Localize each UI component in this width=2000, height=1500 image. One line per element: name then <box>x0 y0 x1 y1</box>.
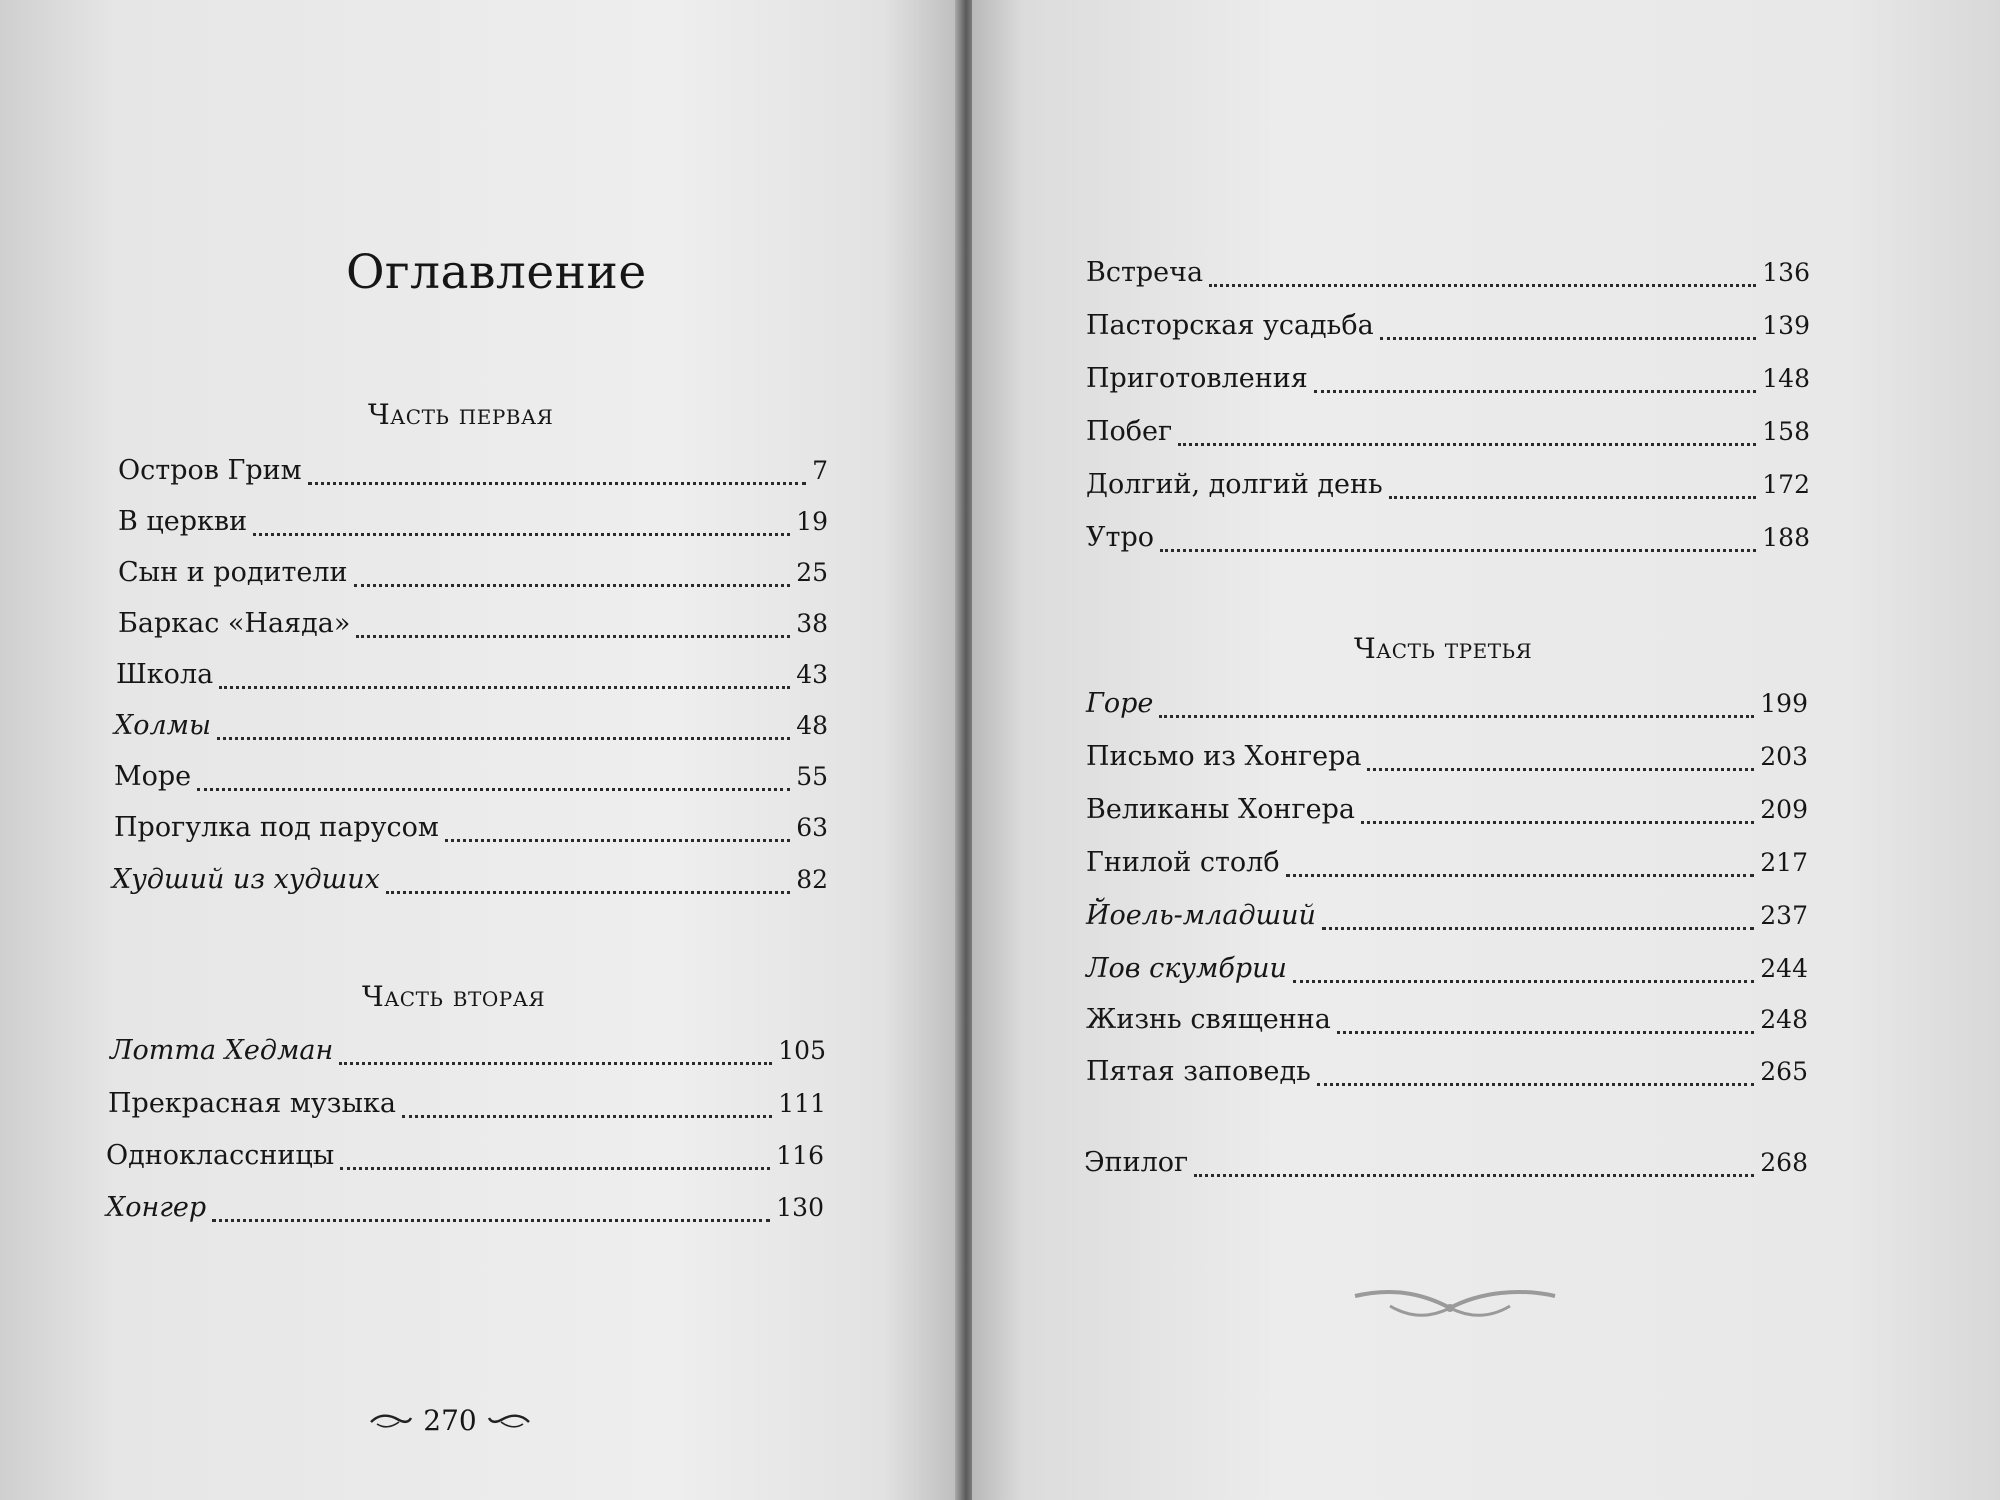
toc-entry-page: 82 <box>796 865 828 894</box>
toc-entry-page: 148 <box>1762 364 1810 393</box>
toc-entry <box>1086 953 1808 993</box>
toc-entry <box>112 864 828 904</box>
toc-entry <box>1086 310 1810 350</box>
toc-entry <box>1086 900 1808 940</box>
toc-entry-title: Эпилог <box>1084 1147 1189 1178</box>
toc-leader <box>1159 715 1754 718</box>
toc-leader <box>1314 390 1757 393</box>
toc-entry-page: 199 <box>1760 689 1808 718</box>
ornament-icon <box>487 1410 531 1430</box>
toc-entry-title: Письмо из Хонгера <box>1086 741 1362 772</box>
part-two-heading: Часть вторая <box>362 980 545 1013</box>
toc-entry-page: 265 <box>1760 1057 1808 1086</box>
toc-entry <box>1086 1004 1808 1044</box>
toc-entry <box>114 761 828 801</box>
toc-entry-page: 172 <box>1762 470 1810 499</box>
toc-entry <box>114 812 828 852</box>
toc-entry-title: Хонгер <box>106 1192 207 1223</box>
toc-entry-title: Великаны Хонгера <box>1086 794 1355 825</box>
toc-entry-page: 38 <box>796 609 828 638</box>
toc-entry <box>118 455 828 495</box>
toc-leader <box>1160 549 1756 552</box>
part-three-heading: Часть третья <box>1354 632 1533 665</box>
toc-entry <box>118 506 828 546</box>
toc-entry-page: 217 <box>1760 848 1808 877</box>
toc-entry <box>1086 363 1810 403</box>
toc-leader <box>356 635 790 638</box>
toc-entry <box>106 1192 824 1232</box>
toc-entry <box>1086 522 1810 562</box>
toc-leader <box>339 1062 772 1065</box>
toc-entry-title: Худший из худших <box>112 864 380 895</box>
toc-leader <box>1389 496 1757 499</box>
page-number: 270 <box>423 1403 477 1437</box>
toc-entry <box>1086 257 1810 297</box>
toc-leader <box>1293 980 1754 983</box>
toc-entry <box>1086 416 1810 456</box>
toc-entry-title: Лов скумбрии <box>1086 953 1287 984</box>
toc-entry <box>118 557 828 597</box>
ornament-icon <box>369 1410 413 1430</box>
toc-entry-title: Долгий, долгий день <box>1086 469 1383 500</box>
toc-entry <box>1086 847 1808 887</box>
toc-leader <box>1286 874 1755 877</box>
toc-entry-page: 158 <box>1762 417 1810 446</box>
toc-entry <box>110 1035 826 1075</box>
toc-leader <box>1322 927 1754 930</box>
toc-leader <box>386 891 790 894</box>
toc-entry <box>1086 688 1808 728</box>
toc-leader <box>197 788 790 791</box>
toc-entry-title: Жизнь священна <box>1086 1004 1331 1035</box>
ornament-icon <box>1350 1278 1560 1328</box>
toc-entry-page: 139 <box>1762 311 1810 340</box>
toc-leader <box>354 584 791 587</box>
toc-leader <box>1337 1031 1754 1034</box>
toc-leader <box>1361 821 1754 824</box>
page-folio <box>360 1400 540 1440</box>
toc-leader <box>445 839 790 842</box>
toc-entry-page: 188 <box>1762 523 1810 552</box>
toc-leader <box>1209 284 1756 287</box>
toc-entry-title: Холмы <box>114 710 212 741</box>
toc-leader <box>212 1219 770 1222</box>
toc-entry-page: 19 <box>796 507 828 536</box>
toc-entry-page: 130 <box>776 1193 824 1222</box>
toc-entry-title: Побег <box>1086 416 1173 447</box>
toc-entry-title: Пятая заповедь <box>1086 1056 1311 1087</box>
toc-entry-page: 268 <box>1760 1148 1808 1177</box>
toc-entry-title: Горе <box>1086 688 1154 719</box>
toc-entry-title: Пасторская усадьба <box>1086 310 1374 341</box>
toc-entry-title: Прекрасная музыка <box>108 1088 396 1119</box>
toc-leader <box>1317 1083 1754 1086</box>
toc-entry-title: Остров Грим <box>118 455 302 486</box>
toc-leader <box>253 533 790 536</box>
toc-entry-page: 136 <box>1762 258 1810 287</box>
toc-entry-title: Лотта Хедман <box>110 1035 334 1066</box>
toc-entry-page: 111 <box>778 1089 826 1118</box>
toc-entry-title: Утро <box>1086 522 1154 553</box>
toc-leader <box>1194 1174 1754 1177</box>
toc-entry <box>118 608 828 648</box>
right-page <box>972 0 2000 1500</box>
toc-entry-title: Встреча <box>1086 257 1204 288</box>
toc-entry-title: Приготовления <box>1086 363 1308 394</box>
toc-entry-title: Баркас «Наяда» <box>118 608 351 639</box>
toc-entry-page: 116 <box>776 1141 824 1170</box>
toc-entry-page: 48 <box>796 711 828 740</box>
toc-leader <box>217 737 790 740</box>
toc-entry-page: 237 <box>1760 901 1808 930</box>
toc-entry-title: Йоель-младший <box>1086 900 1316 931</box>
toc-entry <box>1086 794 1808 834</box>
toc-leader <box>340 1167 770 1170</box>
toc-entry-page: 7 <box>812 456 828 485</box>
toc-leader <box>219 686 790 689</box>
toc-entry-page: 25 <box>796 558 828 587</box>
toc-entry-page: 244 <box>1760 954 1808 983</box>
toc-entry <box>1086 469 1810 509</box>
toc-leader <box>1380 337 1757 340</box>
toc-entry-title: Школа <box>116 659 214 690</box>
toc-entry-page: 248 <box>1760 1005 1808 1034</box>
toc-entry-title: Гнилой столб <box>1086 847 1280 878</box>
toc-entry <box>108 1088 826 1128</box>
toc-entry-page: 203 <box>1760 742 1808 771</box>
toc-entry <box>1086 741 1808 781</box>
toc-entry-title: Сын и родители <box>118 557 348 588</box>
toc-entry-title: Море <box>114 761 192 792</box>
toc-leader <box>402 1115 772 1118</box>
toc-entry <box>1086 1056 1808 1096</box>
toc-entry-page: 43 <box>796 660 828 689</box>
toc-entry-title: Одноклассницы <box>106 1140 335 1171</box>
toc-leader <box>1178 443 1756 446</box>
toc-entry-page: 63 <box>796 813 828 842</box>
toc-leader <box>308 482 806 485</box>
toc-entry <box>106 1140 824 1180</box>
toc-entry <box>116 659 828 699</box>
toc-entry-title: Прогулка под парусом <box>114 812 439 843</box>
toc-entry-epilogue <box>1084 1147 1808 1187</box>
toc-entry-page: 105 <box>778 1036 826 1065</box>
part-one-heading: Часть первая <box>368 398 554 431</box>
toc-title: Оглавление <box>346 245 647 300</box>
toc-entry <box>114 710 828 750</box>
toc-leader <box>1367 768 1754 771</box>
left-page <box>0 0 960 1500</box>
toc-entry-page: 55 <box>796 762 828 791</box>
toc-entry-page: 209 <box>1760 795 1808 824</box>
toc-entry-title: В церкви <box>118 506 248 537</box>
